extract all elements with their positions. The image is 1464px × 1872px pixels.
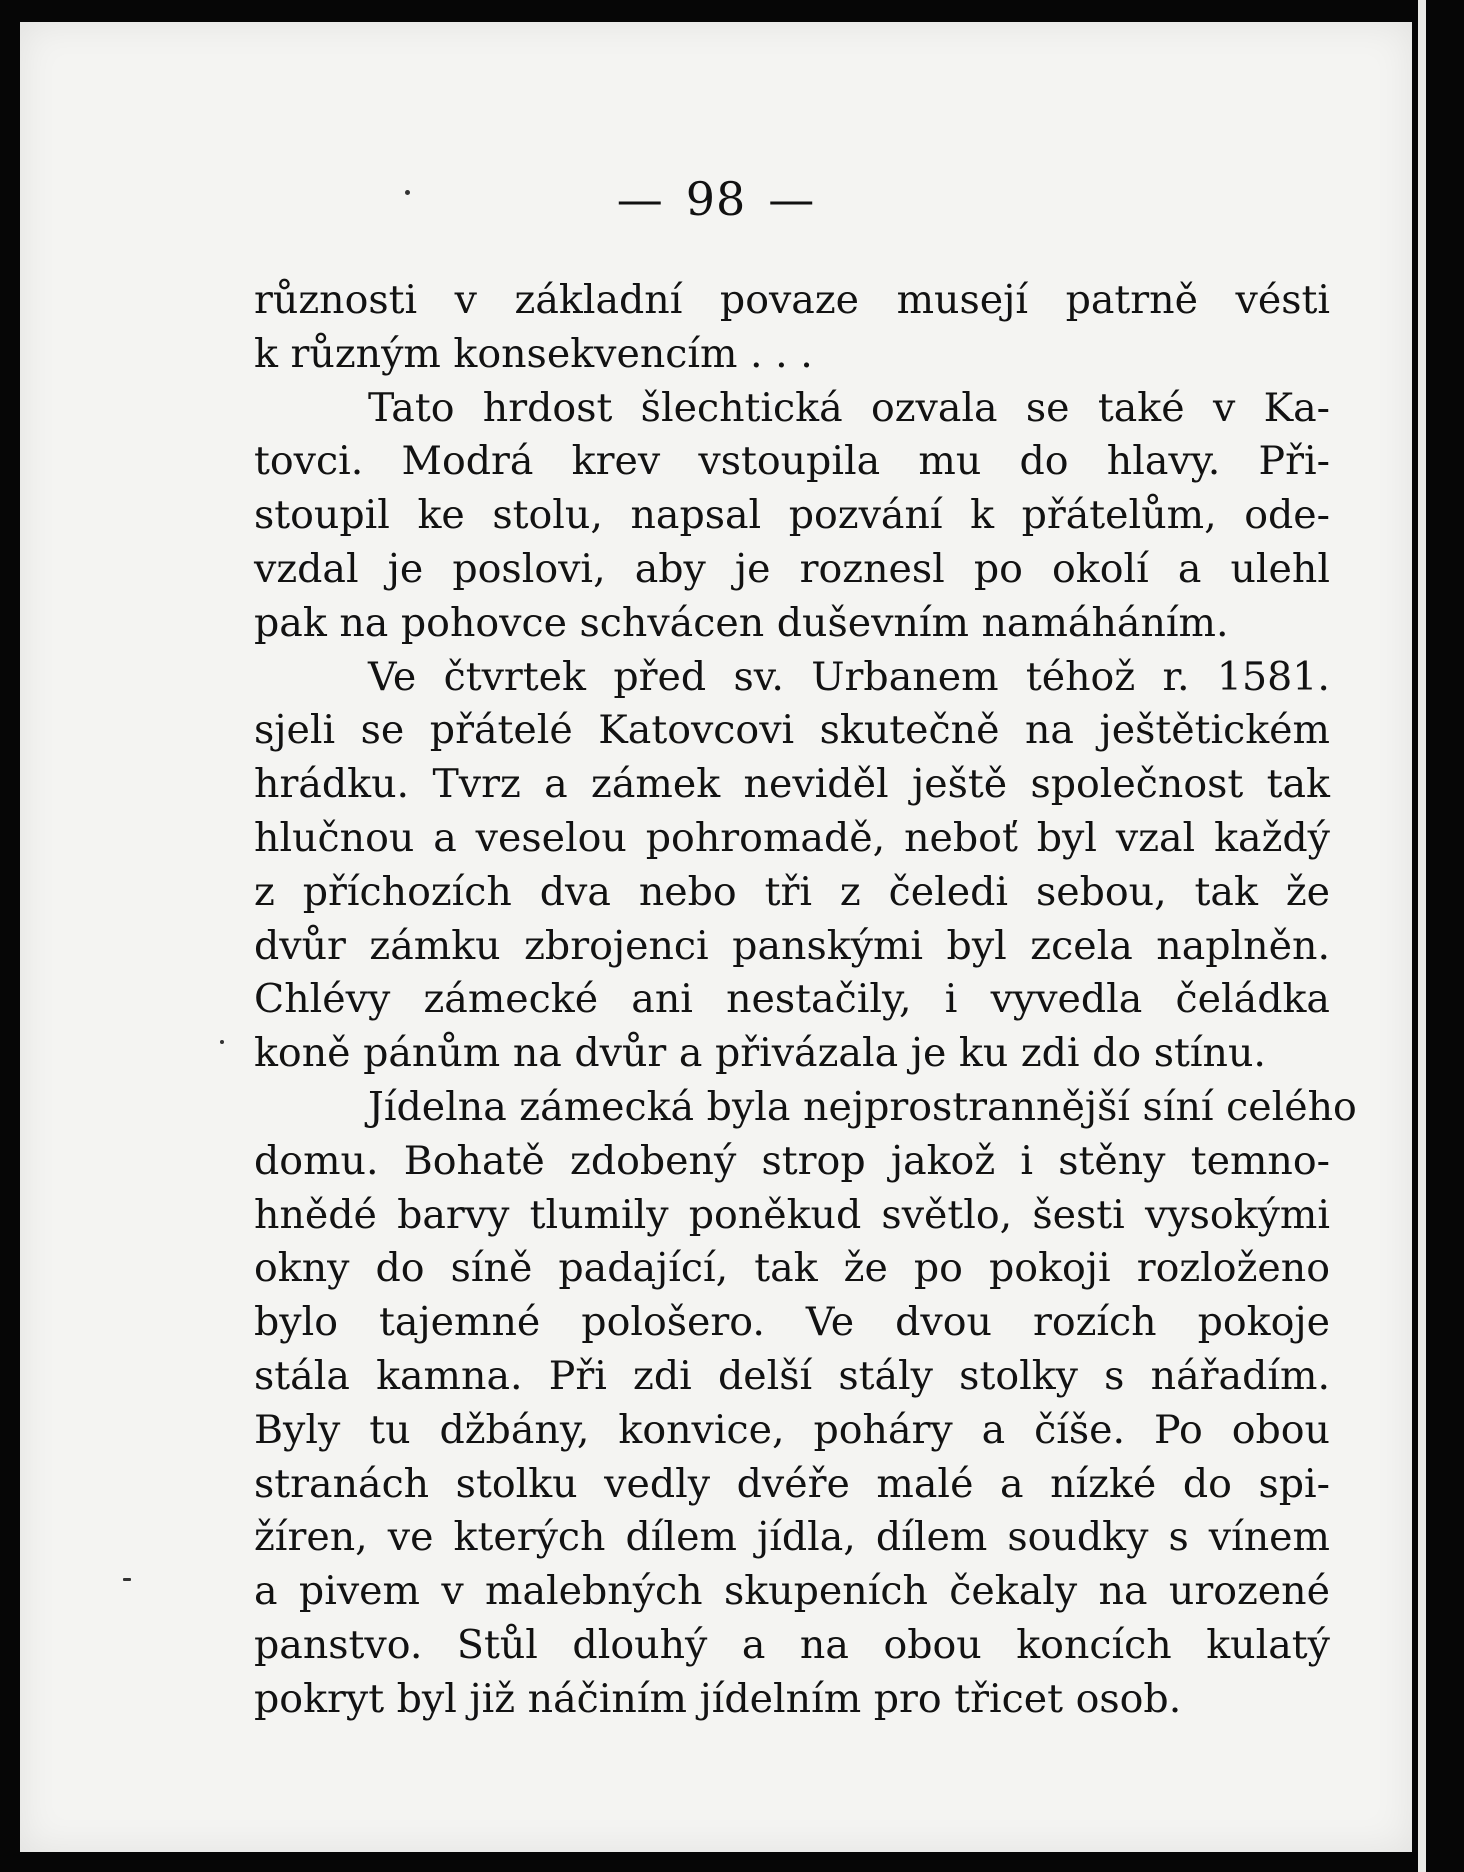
- text-line: hlučnou a veselou pohromadě, neboť byl vzal každý: [254, 814, 1330, 861]
- text-line: tovci. Modrá krev vstoupila mu do hlavy. Při-: [254, 438, 1330, 485]
- book-page: [20, 22, 1412, 1852]
- text-line: různosti v základní povaze musejí patrně vésti: [254, 277, 1330, 323]
- text-line: stoupil ke stolu, napsal pozvání k přátelům, ode-: [254, 492, 1330, 539]
- text-line: pokryt byl již náčiním jídelním pro třicet osob.: [254, 1675, 1182, 1722]
- ink-speck: [123, 1578, 131, 1581]
- text-line: sjeli se přátelé Katovcovi skutečně na ještětickém: [254, 707, 1330, 754]
- text-line: a pivem v malebných skupeních čekaly na urozené: [254, 1568, 1330, 1615]
- text-line: hrádku. Tvrz a zámek neviděl ještě společnost tak: [254, 761, 1330, 808]
- text-line: k různým konsekvencím . . .: [254, 330, 813, 377]
- text-line: Tato hrdost šlechtická ozvala se také v Ka-: [368, 384, 1330, 431]
- page-edge-strip: [1418, 0, 1426, 1872]
- text-line: koně pánům na dvůr a přivázala je ku zdi do stínu.: [254, 1030, 1266, 1077]
- text-line: bylo tajemné pološero. Ve dvou rozích pokoje: [254, 1299, 1330, 1346]
- text-line: domu. Bohatě zdobený strop jakož i stěny temno-: [254, 1137, 1330, 1184]
- text-line: Ve čtvrtek před sv. Urbanem téhož r. 1581.: [368, 653, 1330, 700]
- header-dash-left: —: [616, 172, 664, 226]
- text-line: stranách stolku vedly dvéře malé a nízké do spi-: [254, 1460, 1330, 1507]
- text-line: okny do síně padající, tak že po pokoji rozloženo: [254, 1245, 1330, 1292]
- text-line: žíren, ve kterých dílem jídla, dílem soudky s vínem: [254, 1514, 1330, 1561]
- text-line: dvůr zámku zbrojenci panskými byl zcela naplněn.: [254, 922, 1330, 969]
- header-dash-right: —: [768, 172, 816, 226]
- ink-speck: [220, 1040, 224, 1044]
- page-header: [20, 172, 1412, 226]
- text-line: z příchozích dva nebo tři z čeledi sebou, tak že: [254, 868, 1330, 915]
- text-line: Jídelna zámecká byla nejprostrannější síní celého: [368, 1083, 1357, 1130]
- body-text: [254, 274, 1357, 1727]
- text-line: stála kamna. Při zdi delší stály stolky s nářadím.: [254, 1352, 1330, 1399]
- text-line: vzdal je poslovi, aby je roznesl po okolí a ulehl: [254, 545, 1330, 592]
- text-line: hnědé barvy tlumily poněkud světlo, šesti vysokými: [254, 1191, 1330, 1238]
- text-line: Chlévy zámecké ani nestačily, i vyvedla čeládka: [254, 976, 1330, 1023]
- text-line: Byly tu džbány, konvice, poháry a číše. Po obou: [254, 1406, 1330, 1453]
- ink-speck: [405, 190, 410, 195]
- text-line: panstvo. Stůl dlouhý a na obou koncích kulatý: [254, 1621, 1330, 1668]
- page-number: 98: [685, 172, 747, 226]
- text-line: pak na pohovce schvácen duševním namáháním.: [254, 599, 1229, 646]
